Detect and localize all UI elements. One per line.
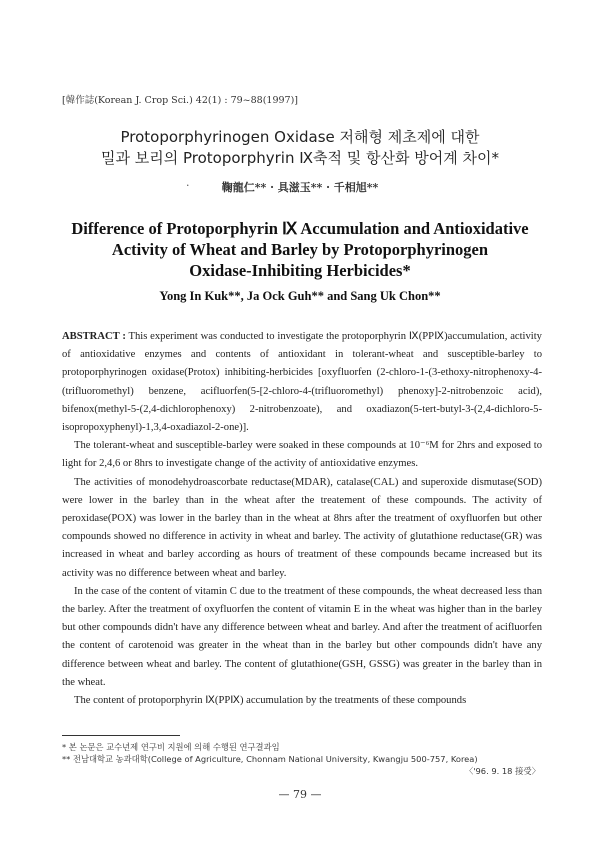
abstract-paragraph-5: The content of protoporphyrin Ⅸ(PPⅨ) accumulation by the treatments of these compounds bbox=[74, 695, 467, 707]
footnote-2: ** 전남대학교 농과대학(College of Agriculture, Chonnam National University, Kwangju 500-757, Korea) bbox=[62, 754, 478, 764]
abstract-paragraph-2: The tolerant-wheat and susceptible-barley were soaked in these compounds at 10⁻⁶M for 2hrs and exposed to light for 2,4,6 or 8hrs to investigate change of the activity of antioxidative enzymes. bbox=[62, 440, 542, 470]
english-title-line-2: Activity of Wheat and Barley by Protoporphyrinogen bbox=[111, 240, 489, 259]
korean-title-line-2: 밀과 보리의 Protoporphyrin Ⅸ축적 및 항산화 방어계 차이* bbox=[101, 149, 499, 167]
abstract bbox=[62, 328, 542, 710]
abstract-label: ABSTRACT : bbox=[62, 331, 126, 342]
journal-reference: [韓作誌(Korean J. Crop Sci.) 42(1) : 79~88(1997)] bbox=[62, 95, 299, 106]
abstract-paragraph-3: The activities of monodehydroascorbate reductase(MDAR), catalase(CAL) and superoxide dismutase(SOD) were lower in the barley than in the wheat after the treatement of these compounds. The activity of peroxidase(POX) was lower in the barley than in the wheat at 8hrs after the treatment of oxyfluorfen but other compounds showed no difference in activity in wheat and barley. The activity of glutathione reductase(GR) was increased in wheat and barley according as hours of treatment of these compounds became increased but its activity was no difference between wheat and barley. bbox=[62, 476, 542, 579]
received-date: 〈'96. 9. 18 接受〉 bbox=[464, 766, 540, 776]
abstract-paragraph-1 bbox=[62, 328, 542, 437]
english-title-line-3: Oxidase-Inhibiting Herbicides* bbox=[189, 261, 411, 280]
footnote-1: * 본 논문은 교수년제 연구비 지원에 의해 수행된 연구결과임 bbox=[62, 742, 280, 752]
korean-authors: 鞠龍仁** · 具滋玉** · 千相旭** bbox=[221, 181, 379, 194]
bullet-dot: · bbox=[186, 179, 190, 192]
english-title-line-1: Difference of Protoporphyrin Ⅸ Accumulation and Antioxidative bbox=[71, 219, 529, 238]
footnote-divider bbox=[62, 735, 180, 736]
page-number: — 79 — bbox=[278, 788, 322, 801]
abstract-text-1: This experiment was conducted to investigate the protoporphyrin Ⅸ(PPⅨ)accumulation, activity of antioxidative enzymes and contents of antioxidant in tolerant-wheat and susceptible-barley to protoporphyrinogen oxidase(Protox) inhibiting-herbicides [oxyfluorfen (2-chloro-1-(3-ethoxy-nitrophenoxy-4-(trifluoromethyl) benzene, acifluorfen(5-[2-chloro-4-(trifluoromethyl) phenoxy]-2-nitrobenzoic acid), bifenox(methyl-5-(2,4-dichlorophenoxy) 2-nitrobenzoate), and oxadiazon(5-tert-butyl-3-(2,4-dichloro-5-isopropoxyphenyl)-1,3,4-oxadiazol-2-one)]. bbox=[62, 331, 542, 434]
abstract-paragraph-4: In the case of the content of vitamin C due to the treatment of these compounds, the wheat decreased less than the barley. After the treatment of oxyfluorfen the content of vitamin E in the wheat was higher than in the barley but other compounds didn't have any difference between wheat and barley. And after the treatment of acifluorfen the content of carotenoid was greater in the wheat than in the barley but other compounds didn't have any difference between wheat and barley. The content of glutathione(GSH, GSSG) was greater in the barley than in the wheat. bbox=[62, 585, 542, 688]
english-authors: Yong In Kuk**, Ja Ock Guh** and Sang Uk Chon** bbox=[159, 289, 441, 303]
korean-title-line-1: Protoporphyrinogen Oxidase 저해형 제초제에 대한 bbox=[120, 128, 480, 146]
